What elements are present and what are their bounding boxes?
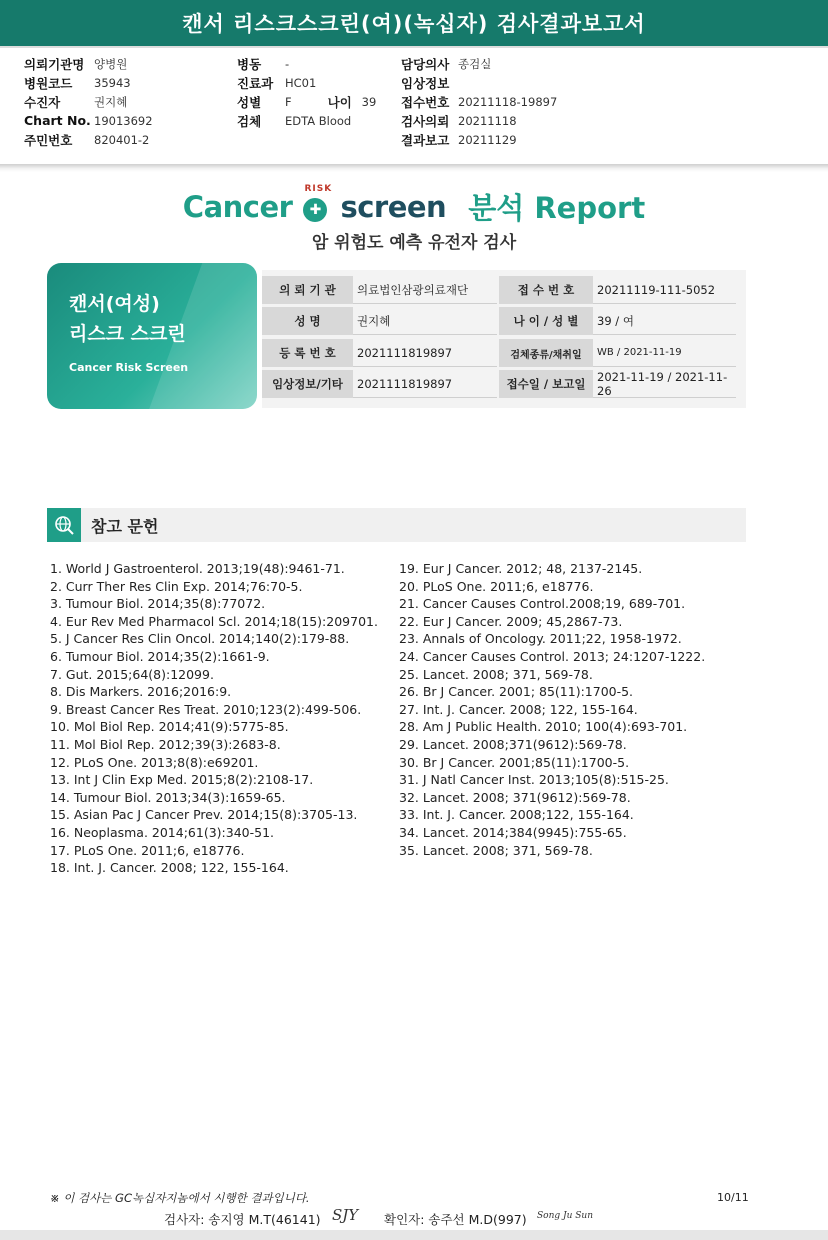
info-label: 결과보고 [401, 132, 450, 148]
page-number: 10/11 [717, 1191, 749, 1204]
header-info-col2 [237, 54, 376, 130]
info-label: 주민번호 [24, 132, 73, 148]
product-card [47, 263, 257, 409]
table-value: 2021111819897 [353, 370, 497, 398]
table-value: 20211119-111-5052 [593, 276, 736, 304]
info-value: 20211129 [458, 132, 517, 147]
info-value: 820401-2 [94, 132, 150, 147]
info-value: 35943 [94, 75, 131, 90]
table-label: 성 명 [262, 307, 353, 335]
reference-item: 4. Eur Rev Med Pharmacol Scl. 2014;18(15):209701. [50, 613, 378, 629]
tester-name: 검사자: 송지영 M.T(46141) [164, 1212, 321, 1227]
bottom-bar [0, 1230, 828, 1240]
brand-logo [0, 183, 828, 226]
info-label: 임상정보 [401, 75, 450, 91]
reference-item: 28. Am J Public Health. 2010; 100(4):693-701. [399, 719, 688, 735]
info-row [24, 54, 153, 73]
info-row [401, 92, 557, 111]
reference-item: 34. Lancet. 2014;384(9945):755-65. [399, 824, 627, 840]
table-label: 임상정보/기타 [262, 370, 353, 398]
info-label: 수진자 [24, 94, 61, 110]
table-label: 접 수 번 호 [499, 276, 593, 304]
logo-report-text: 분석 Report [468, 191, 646, 225]
reference-item: 14. Tumour Biol. 2013;34(3):1659-65. [50, 789, 286, 805]
reference-item: 7. Gut. 2015;64(8):12099. [50, 666, 214, 682]
logo-cancer-text: Cancer [182, 189, 293, 224]
info-row [401, 111, 557, 130]
reference-item: 35. Lancet. 2008; 371, 569-78. [399, 842, 593, 858]
reference-item: 31. J Natl Cancer Inst. 2013;105(8):515-25. [399, 772, 669, 788]
info-row [401, 130, 557, 149]
reference-item: 15. Asian Pac J Cancer Prev. 2014;15(8):3705-13. [50, 807, 358, 823]
reference-item: 5. J Cancer Res Clin Oncol. 2014;140(2):179-88. [50, 631, 350, 647]
reference-item: 33. Int. J. Cancer. 2008;122, 155-164. [399, 807, 634, 823]
card-subtitle: Cancer Risk Screen [69, 361, 189, 374]
table-value: WB / 2021-11-19 [593, 339, 736, 367]
info-label: 의뢰기관명 [24, 56, 85, 72]
references-title: 참고 문헌 [91, 516, 159, 536]
info-row [237, 73, 376, 92]
table-row [262, 276, 746, 304]
info-value: HC01 [285, 75, 317, 90]
info-row [401, 54, 557, 73]
reference-item: 1. World J Gastroenterol. 2013;19(48):9461-71. [50, 561, 345, 576]
info-row [237, 92, 376, 111]
info-row [237, 111, 376, 130]
table-label: 등 록 번 호 [262, 339, 353, 367]
info-label: 병원코드 [24, 75, 73, 91]
confirmer-name: 확인자: 송주선 M.D(997) [384, 1212, 527, 1227]
reference-item: 16. Neoplasma. 2014;61(3):340-51. [50, 824, 274, 840]
reference-item: 9. Breast Cancer Res Treat. 2010;123(2):499-506. [50, 701, 362, 717]
table-label: 의 뢰 기 관 [262, 276, 353, 304]
reference-item: 23. Annals of Oncology. 2011;22, 1958-1972. [399, 631, 682, 647]
reference-item: 25. Lancet. 2008; 371, 569-78. [399, 666, 593, 682]
info-value: - [285, 56, 290, 71]
info-value: 20211118-19897 [458, 94, 558, 109]
info-value: 종검실 [458, 56, 492, 71]
table-value: 39 / 여 [593, 307, 736, 335]
info-row [24, 92, 153, 111]
info-value: 양병원 [94, 56, 128, 71]
page-subtitle: 암 위험도 예측 유전자 검사 [311, 233, 517, 253]
reference-item: 27. Int. J. Cancer. 2008; 122, 155-164. [399, 701, 638, 717]
info-label: 성별 [237, 94, 262, 110]
reference-item: 10. Mol Biol Rep. 2014;41(9):5775-85. [50, 719, 289, 735]
age-value: 39 [361, 94, 377, 109]
header-info [0, 54, 828, 164]
card-title-line1: 캔서(여성) [69, 293, 160, 315]
info-label: 병동 [237, 56, 262, 72]
table-row [262, 339, 746, 367]
info-row [24, 73, 153, 92]
table-row [262, 370, 746, 398]
info-label: 검사의뢰 [401, 113, 450, 129]
tester-signature: SJY [332, 1206, 359, 1224]
globe-icon [47, 508, 81, 542]
reference-item: 24. Cancer Causes Control. 2013; 24:1207-1222. [399, 648, 706, 664]
ribbon-icon: ✚ [303, 198, 327, 222]
reference-item: 21. Cancer Causes Control.2008;19, 689-701. [399, 596, 686, 612]
patient-info-table [262, 270, 746, 408]
reference-item: 8. Dis Markers. 2016;2016:9. [50, 684, 232, 700]
info-value: F [285, 94, 292, 109]
info-label: Chart No. [24, 113, 91, 128]
reference-item: 32. Lancet. 2008; 371(9612):569-78. [399, 789, 631, 805]
reference-item: 6. Tumour Biol. 2014;35(2):1661-9. [50, 648, 270, 664]
logo-symbol [296, 183, 336, 224]
reference-item: 13. Int J Clin Exp Med. 2015;8(2):2108-17. [50, 772, 314, 788]
table-value: 2021111819897 [353, 339, 497, 367]
reference-item: 30. Br J Cancer. 2001;85(11):1700-5. [399, 754, 630, 770]
references-right-column [399, 560, 705, 859]
logo-screen-text: screen [340, 189, 447, 224]
reference-item: 22. Eur J Cancer. 2009; 45,2867-73. [399, 613, 623, 629]
reference-item: 29. Lancet. 2008;371(9612):569-78. [399, 736, 627, 752]
info-row [24, 130, 153, 149]
info-label: 접수번호 [401, 94, 450, 110]
info-value: EDTA Blood [285, 113, 352, 128]
table-label: 검체종류/채취일 [499, 339, 593, 367]
info-value: 20211118 [458, 113, 517, 128]
logo-risk-text: RISK [304, 183, 333, 194]
card-title-line2: 리스크 스크린 [69, 323, 186, 345]
references-left-column [50, 560, 378, 877]
info-value: 권지혜 [94, 94, 128, 109]
info-row [237, 54, 376, 73]
reference-item: 18. Int. J. Cancer. 2008; 122, 155-164. [50, 860, 289, 876]
info-row [401, 73, 557, 92]
table-label: 나 이 / 성 별 [499, 307, 593, 335]
reference-item: 20. PLoS One. 2011;6, e18776. [399, 578, 594, 594]
info-label: 진료과 [237, 75, 274, 91]
reference-item: 3. Tumour Biol. 2014;35(8):77072. [50, 596, 266, 612]
table-row [262, 307, 746, 335]
info-value: 19013692 [94, 113, 153, 128]
age-label: 나이 [327, 94, 352, 110]
reference-item: 2. Curr Ther Res Clin Exp. 2014;76:70-5. [50, 578, 303, 594]
info-label: 담당의사 [401, 56, 450, 72]
report-title: 캔서 리스크스크린(여)(녹십자) 검사결과보고서 [0, 0, 828, 48]
header-info-col3 [401, 54, 557, 149]
footer-note: ※ 이 검사는 GC녹십자지놈에서 시행한 결과입니다. [50, 1191, 310, 1205]
reference-item: 12. PLoS One. 2013;8(8):e69201. [50, 754, 259, 770]
header-info-col1 [24, 54, 153, 149]
reference-item: 26. Br J Cancer. 2001; 85(11):1700-5. [399, 684, 634, 700]
table-value: 의료법인삼광의료재단 [353, 276, 497, 304]
table-label: 접수일 / 보고일 [499, 370, 593, 398]
table-value: 2021-11-19 / 2021-11-26 [593, 370, 736, 398]
header-divider [0, 164, 828, 172]
table-value: 권지혜 [353, 307, 497, 335]
reference-item: 19. Eur J Cancer. 2012; 48, 2137-2145. [399, 561, 643, 576]
info-label: 검체 [237, 113, 262, 129]
confirmer-signature: Song Ju Sun [537, 1211, 594, 1221]
references-header [47, 508, 746, 542]
reference-item: 17. PLoS One. 2011;6, e18776. [50, 842, 245, 858]
info-row [24, 111, 153, 130]
reference-item: 11. Mol Biol Rep. 2012;39(3):2683-8. [50, 736, 281, 752]
brand-logo-inner [182, 183, 646, 227]
